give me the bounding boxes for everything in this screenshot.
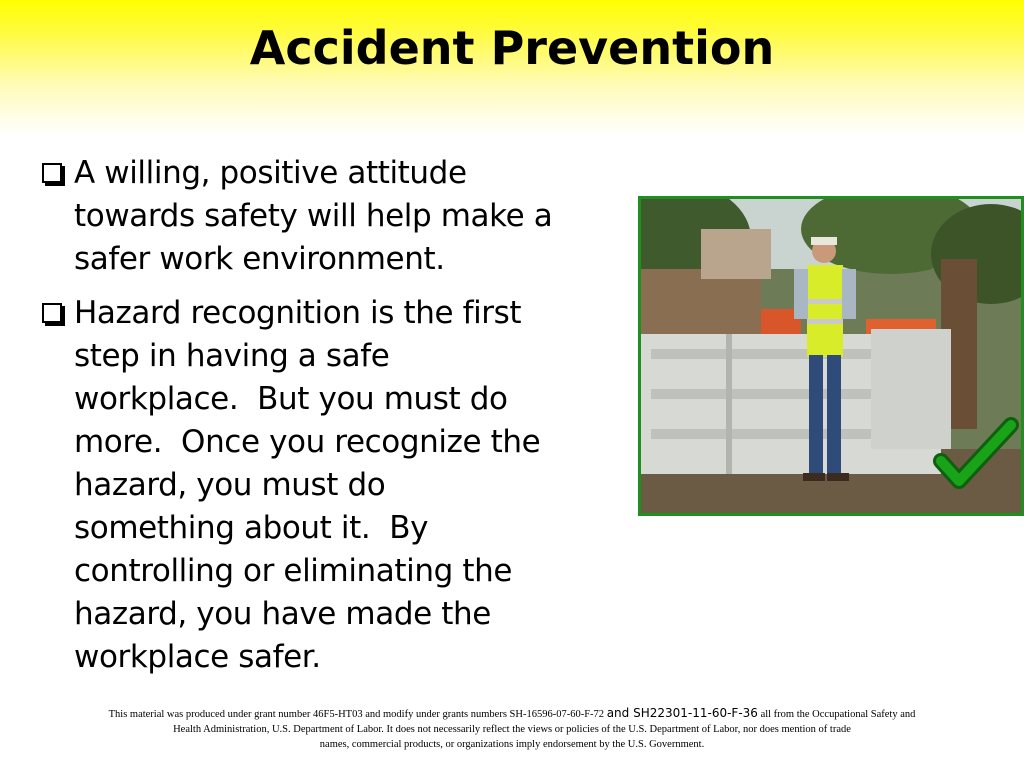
- bullet-text: Hazard recognition is the first step in having a safe workplace. But you must do more. Once you recognize the hazard, you must do something about it. By controlling or eliminating the hazard, you have made the workplace safer.: [74, 295, 541, 675]
- footer-part-2: and SH22301-11-60-F-36: [606, 706, 758, 720]
- bullet-item: [40, 152, 635, 281]
- bullet-item: [40, 292, 635, 679]
- worker-safety-photo: [638, 196, 1024, 516]
- footer-disclaimer: [20, 706, 1004, 752]
- bullet-list: [40, 152, 635, 690]
- bullet-text: A willing, positive attitude towards safety will help make a safer work environment.: [74, 155, 553, 277]
- footer-line-2: Health Administration, U.S. Department of Labor. It does not necessarily reflect the views or policies of the U.S. Department of Labor, nor does mention of trade: [173, 724, 851, 735]
- footer-line-1: [20, 706, 1004, 722]
- checkbox-outline-icon: [40, 292, 74, 332]
- photo-illustration: [641, 199, 1021, 513]
- footer-line-3: names, commercial products, or organizations imply endorsement by the U.S. Government.: [319, 739, 705, 750]
- slide-title: Accident Prevention: [249, 21, 775, 75]
- footer-part-1: This material was produced under grant number 46F5-HT03 and modify under grants numbers SH-16596-07-60-F-72: [108, 709, 607, 720]
- footer-part-3: all from the Occupational Safety and: [757, 709, 916, 720]
- checkbox-outline-icon: [40, 152, 74, 192]
